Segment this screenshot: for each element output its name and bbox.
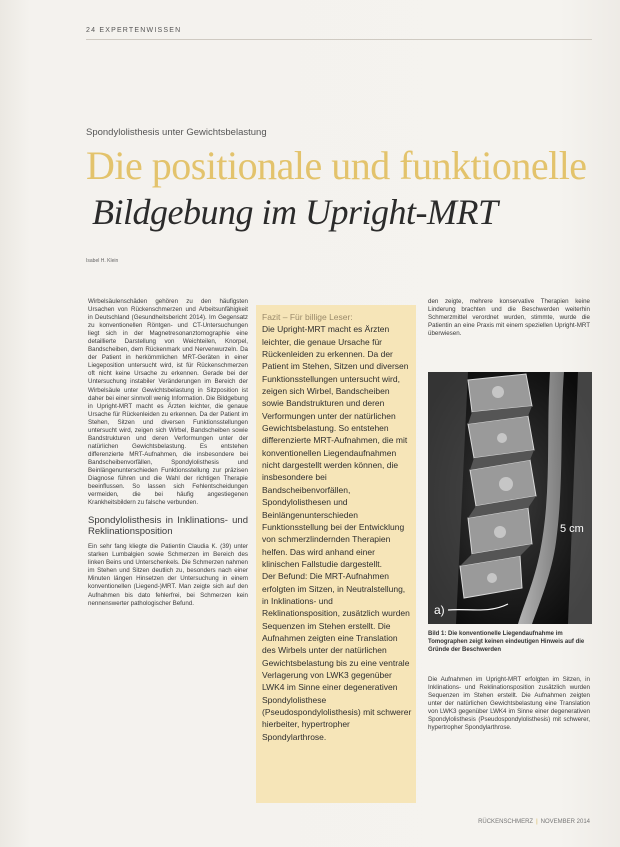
column-right-top	[428, 298, 590, 338]
footer-right: NOVEMBER 2014	[540, 819, 590, 825]
footer-left: RÜCKENSCHMERZ	[478, 819, 534, 825]
body-paragraph: Ein sehr fang kliegte die Patientin Claudia K. (39) unter starken Lumbalgien sowie Schmerzen im Bereich des linken Beins und Unterschenkels. Die Schmerzen nahmen im Stehen und Sitzen deutlich zu, besonders nach einer Minuten längen Hinsetzen der Untersuchung in einem konventionellen (Liegend-)MRT. Man zeigte sich auf den Aufnahmen bis dato fehlerfrei, bei Schmerzen kein nennenswerter pathologischer Befund.	[88, 543, 248, 607]
body-paragraph: Die Aufnahmen im Upright-MRT erfolgten im Sitzen, in Inklinations- und Reklinationsposition zusätzlich wurden Sequenzen im Stehen erstellt. Die Aufnahmen zeigten unter der natürlichen Gewichtsbelastung eine Translation von LWK3 gegenüber LWK4 im Sinne einer degenerativen Spondylolisthesis (Pseudospondylolisthesis) mit schwerer, hypertropher Spondylarthrose.	[428, 676, 590, 732]
article-author: Isabel H. Klein	[86, 258, 119, 264]
page-footer: RÜCKENSCHMERZ | NOVEMBER 2014	[478, 819, 590, 825]
article-title-line2: Bildgebung im Upright-MRT	[92, 192, 498, 232]
section-header: 24 EXPERTENWISSEN	[86, 27, 182, 34]
summary-box	[256, 305, 416, 803]
summary-box-heading: Fazit – Für billige Leser:	[262, 312, 353, 322]
body-paragraph: den zeigte, mehrere konservative Therapien keine Linderung brachten und die Beschwerden weiterhin Schmerzmittel verordnet wurden, stimmte, wurde die Patientin an eine Praxis mit einem speziellen Upright-MRT überwiesen.	[428, 298, 590, 338]
column-left	[88, 298, 248, 608]
spine-mri-illustration	[428, 372, 592, 624]
mri-image	[428, 372, 592, 624]
figure-label-side: 5 cm	[560, 523, 584, 535]
figure-label-a: a)	[434, 603, 445, 617]
subheading: Spondylolisthesis in Inklinations- und Reklinationsposition	[88, 515, 248, 538]
column-right-bottom	[428, 676, 590, 732]
body-paragraph: Wirbelsäulenschäden gehören zu den häufigsten Ursachen von Rückenschmerzen und Arbeitsunfähigkeit in Deutschland (Gesundheitsbericht 2014). Im Gegensatz zu konventionellen Röntgen- und CT-Untersuchungen liegt sich in der Magnetresonanztomographie eine detaillierte Darstellung von Weichteilen, Knorpel, Bandscheiben, dem Rückenmark und Nervenwurzeln. Da der Patient in herkömmlichen MRT-Geräten in einer Liegeposition untersucht wird, ist für Rückenschmerzen oft nicht keine Ursache zu erkennen. Gerade bei der Untersuchung instabiler Veränderungen im Bereich der Wirbelsäule unter Gewichtsbelastung in Sitzposition ist daher bei einer sinnvoll wenig Information. Die Bildgebung in Upright-MRT macht es Ärzten leichter, die genaue Ursache für Rückenleiden zu erkennen. Da der Patient im Stehen, Sitzen und diversen Funktionsstellungen untersucht wird, zeigen sich Wirbel, Bandscheiben sowie Bandstrukturen und deren Verformungen unter der natürlichen Gewichtsbelastung. Es entstehen differenzierte MRT-Aufnahmen, die insbesondere bei Bandscheibenvorfällen, Spondylolisthesis und Beinlängenunterschieden Funktionsstellung zur präzisen Diagnose führen und die Wahl der richtigen Therapie beeinflussen. So lassen sich Fehlentscheidungen vermeiden, die bei häufig angestiegenen Krankheitsbildern zu falsche verbunden.	[88, 298, 248, 507]
figure-caption: Bild 1: Die konventionelle Liegendaufnahme im Tomographen zeigt keinen eindeutigen Hinweis auf die Gründe der Beschwerden	[428, 631, 585, 653]
header-rule	[86, 39, 592, 40]
article-kicker: Spondylolisthesis unter Gewichtsbelastung	[86, 127, 267, 138]
summary-paragraph: Der Befund: Die MRT-Aufnahmen erfolgten im Sitzen, in Neutralstellung, in Inklinations- und Reklinationsposition, zusätzlich wurden Sequenzen im Stehen erstellt. Die Aufnahmen zeigten eine Translation des Wirbels unter der natürlichen Gewichtsbelastung bis zu eine ventrale Verlagerung von LWK3 gegenüber LWK4 im Sinne einer degenerativen Spondylolisthese (Pseudospondylolisthesis) mit schwerer hierbeiter, hypertropher Spondylarthrose.	[262, 571, 412, 742]
summary-paragraph: Die Upright-MRT macht es Ärzten leichter, die genaue Ursache für Rückenleiden zu erkennen. Da der Patient im Stehen, Sitzen und diversen Funktionsstellungen untersucht wird, zeigen sich Wirbel, Bandscheiben sowie Bandstrukturen und deren Verformungen unter der natürlichen Gewichtsbelastung. So entstehen differenzierte MRT-Aufnahmen, die mit konventionellen Liegendaufnahmen nicht dargestellt werden können, die insbesondere bei Bandscheibenvorfällen, Spondylolisthesen und Beinlängenunterschieden Funktionsstellung bei der Entwicklung von schmerzlindernden Therapien helfen. Das wird anhand einer klinischen Fallstudie dargestellt.	[262, 324, 409, 569]
article-title-line1: Die positionale und funktionelle	[86, 143, 587, 188]
